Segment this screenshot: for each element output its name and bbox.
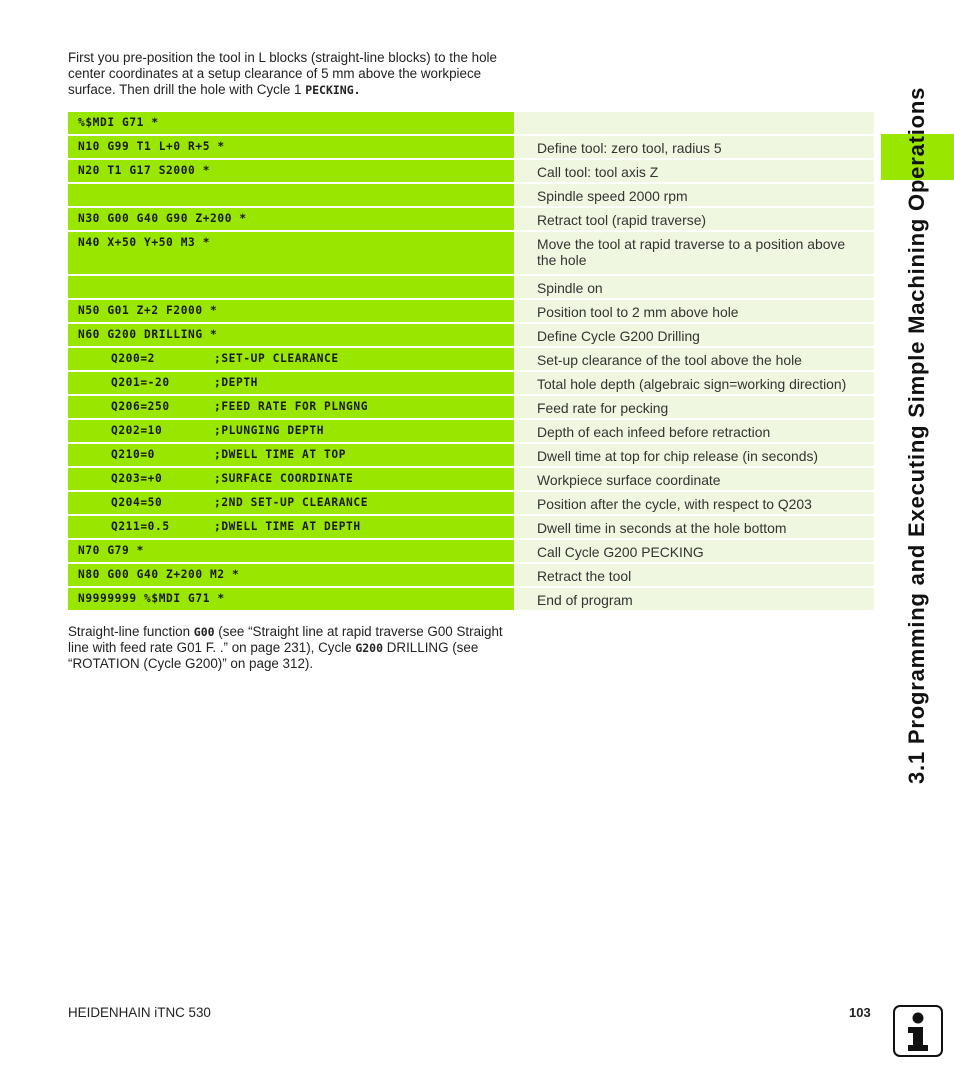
code-line (68, 276, 514, 298)
description-text: Retract tool (rapid traverse) (537, 212, 707, 228)
code-line (68, 492, 514, 514)
description-cell (515, 232, 874, 276)
code-cell (68, 112, 514, 136)
outro-text-1: Straight-line function (68, 624, 194, 639)
description-cell (515, 184, 874, 208)
info-icon (893, 1005, 943, 1057)
program-row (68, 232, 874, 276)
code-cell (68, 160, 514, 184)
parameter-comment: ;DWELL TIME AT TOP (214, 448, 347, 461)
description-text: Move the tool at rapid traverse to a position above the hole (537, 236, 846, 268)
description-cell (515, 396, 874, 420)
description-text: Spindle speed 2000 rpm (537, 188, 688, 204)
program-row (68, 564, 874, 588)
cycle-parameter: Q202=10 (111, 424, 163, 437)
code-cell (68, 516, 514, 540)
code-cell (68, 184, 514, 208)
code-cell (68, 444, 514, 468)
program-row (68, 136, 874, 160)
description-text: Depth of each infeed before retraction (537, 424, 771, 440)
program-row (68, 160, 874, 184)
description-text: Workpiece surface coordinate (537, 472, 721, 488)
code-cell (68, 396, 514, 420)
description-text (515, 112, 874, 134)
description-text: Dwell time at top for chip release (in seconds) (537, 448, 819, 464)
code-line: N30 G00 G40 G90 Z+200 * (78, 212, 247, 225)
code-cell (68, 324, 514, 348)
code-cell (68, 208, 514, 232)
program-row (68, 184, 874, 208)
parameter-comment: ;SURFACE COORDINATE (214, 472, 354, 485)
description-text: Position after the cycle, with respect to Q203 (537, 496, 812, 512)
description-cell (515, 588, 874, 612)
footer-product: HEIDENHAIN iTNC 530 (68, 1005, 211, 1020)
intro-text: First you pre-position the tool in L blocks (straight-line blocks) to the hole center coordinates at a setup clearance of 5 mm above the workpiece surface. Then drill the hole with Cycle 1 (68, 50, 497, 97)
outro-code-g00: G00 (193, 625, 215, 639)
outro-text-3: DRILLING (see “ROTATION (Cycle G200)” on page 312). (68, 640, 479, 671)
description-cell (515, 112, 874, 136)
description-cell (515, 468, 874, 492)
code-line: N60 G200 DRILLING * (78, 328, 218, 341)
intro-paragraph (68, 50, 518, 98)
parameter-comment: ;DWELL TIME AT DEPTH (214, 520, 361, 533)
program-row (68, 348, 874, 372)
cycle-parameter: Q206=250 (111, 400, 170, 413)
description-cell (515, 492, 874, 516)
description-text: Total hole depth (algebraic sign=working direction) (537, 376, 847, 392)
description-text: Call Cycle G200 PECKING (537, 544, 704, 560)
code-cell (68, 136, 514, 160)
code-line (68, 348, 514, 370)
code-cell (68, 468, 514, 492)
program-row (68, 208, 874, 232)
description-cell (515, 372, 874, 396)
code-cell (68, 564, 514, 588)
description-text: Dwell time in seconds at the hole bottom (537, 520, 787, 536)
code-line (68, 444, 514, 466)
program-row (68, 324, 874, 348)
program-table (68, 112, 874, 612)
program-row (68, 540, 874, 564)
code-cell (68, 492, 514, 516)
code-line: N50 G01 Z+2 F2000 * (78, 304, 218, 317)
code-line (68, 396, 514, 418)
code-cell (68, 420, 514, 444)
description-text: Call tool: tool axis Z (537, 164, 659, 180)
cycle-parameter: Q201=-20 (111, 376, 170, 389)
code-line: %$MDI G71 * (78, 116, 159, 129)
outro-code-g200: G200 (355, 641, 384, 655)
parameter-comment: ;PLUNGING DEPTH (214, 424, 325, 437)
description-text: End of program (537, 592, 633, 608)
description-text: Define tool: zero tool, radius 5 (537, 140, 722, 156)
code-line: N20 T1 G17 S2000 * (78, 164, 211, 177)
program-row (68, 372, 874, 396)
description-cell (515, 420, 874, 444)
code-line: N70 G79 * (78, 544, 145, 557)
parameter-comment: ;FEED RATE FOR PLNGNG (214, 400, 369, 413)
code-cell (68, 588, 514, 612)
code-cell (68, 348, 514, 372)
description-cell (515, 208, 874, 232)
program-row (68, 300, 874, 324)
description-text: Position tool to 2 mm above hole (537, 304, 739, 320)
code-line: N80 G00 G40 Z+200 M2 * (78, 568, 240, 581)
program-row (68, 276, 874, 300)
code-line (68, 468, 514, 490)
program-row (68, 588, 874, 612)
parameter-comment: ;DEPTH (214, 376, 259, 389)
program-row (68, 420, 874, 444)
code-cell (68, 276, 514, 300)
code-line (68, 420, 514, 442)
code-line (68, 372, 514, 394)
cycle-parameter: Q211=0.5 (111, 520, 170, 533)
code-line: N10 G99 T1 L+0 R+5 * (78, 140, 225, 153)
code-cell (68, 540, 514, 564)
description-cell (515, 348, 874, 372)
description-text: Retract the tool (537, 568, 632, 584)
code-cell (68, 372, 514, 396)
cycle-parameter: Q203=+0 (111, 472, 163, 485)
code-cell (68, 300, 514, 324)
description-cell (515, 564, 874, 588)
program-row (68, 396, 874, 420)
cycle-parameter: Q204=50 (111, 496, 163, 509)
outro-paragraph (68, 624, 508, 672)
program-row (68, 516, 874, 540)
description-cell (515, 276, 874, 300)
program-row (68, 444, 874, 468)
description-cell (515, 516, 874, 540)
code-line: N40 X+50 Y+50 M3 * (78, 236, 211, 249)
page-number: 103 (849, 1005, 871, 1020)
description-text: Feed rate for pecking (537, 400, 669, 416)
cycle-parameter: Q210=0 (111, 448, 156, 461)
description-text: Spindle on (537, 280, 603, 296)
code-cell (68, 232, 514, 276)
description-cell (515, 136, 874, 160)
description-text: Define Cycle G200 Drilling (537, 328, 700, 344)
description-cell (515, 444, 874, 468)
program-row (68, 468, 874, 492)
description-cell (515, 324, 874, 348)
program-row (68, 112, 874, 136)
intro-code: PECKING. (305, 83, 361, 97)
parameter-comment: ;2ND SET-UP CLEARANCE (214, 496, 369, 509)
parameter-comment: ;SET-UP CLEARANCE (214, 352, 339, 365)
chapter-title: 3.1 Programming and Executing Simple Machining Operations (904, 86, 929, 784)
description-cell (515, 300, 874, 324)
cycle-parameter: Q200=2 (111, 352, 156, 365)
code-line (68, 516, 514, 538)
code-line (68, 184, 514, 206)
description-text: Set-up clearance of the tool above the hole (537, 352, 802, 368)
code-line: N9999999 %$MDI G71 * (78, 592, 225, 605)
program-row (68, 492, 874, 516)
description-cell (515, 160, 874, 184)
description-cell (515, 540, 874, 564)
outro-text-2: (see “Straight line at rapid traverse G00 Straight line with feed rate G01 F. .” on page 231), Cycle (68, 624, 503, 655)
